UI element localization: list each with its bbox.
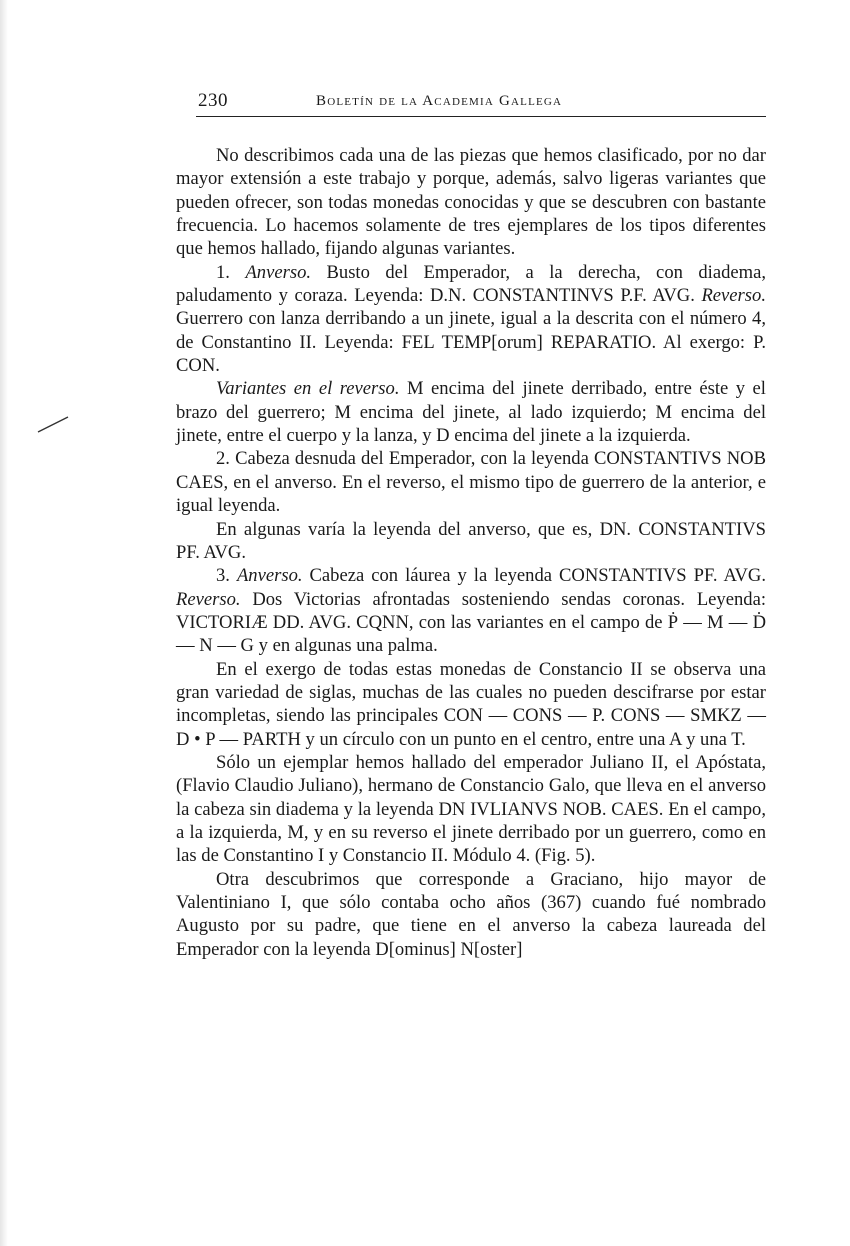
reverse-description: Guerrero con lanza derribando a un jinete, igual a la descrita con el número 4, de Constantino II. Leyenda: FEL TEMP[orum] REPARATIO. Al exergo: P. CON. — [176, 308, 766, 377]
variants-label: Variantes en el reverso. — [216, 378, 400, 400]
journal-title: Boletín de la Academia Gallega — [316, 93, 563, 109]
reverse-label: Reverso. — [701, 285, 766, 307]
paragraph-exergue — [176, 658, 766, 751]
paragraph-text: Otra descubrimos que corresponde a Graciano, hijo mayor de Valentiniano I, que sólo contaba ocho años (367) cuando fué nombrado Augusto por su padre, que tiene en el anverso la cabeza laureada del Emperador con la leyenda D[ominus] N[oster] — [176, 868, 766, 960]
paragraph-coin-3 — [176, 564, 766, 657]
obverse-description: Cabeza con láurea y la leyenda CONSTANTIVS PF. AVG. — [309, 565, 766, 587]
paragraph-juliano — [176, 751, 766, 868]
coin-description: Cabeza desnuda del Emperador, con la leyenda CONSTANTIVS NOB CAES, en el anverso. En el reverso, el mismo tipo de guerrero de la anterior, e igual leyenda. — [176, 448, 766, 517]
paragraph-variants — [176, 377, 766, 447]
paragraph-coin-2 — [176, 447, 766, 517]
body-text — [176, 144, 766, 961]
reverse-label: Reverso. — [176, 588, 241, 610]
running-head — [196, 88, 766, 117]
paragraph-graciano — [176, 868, 766, 961]
paragraph-text: En el exergo de todas estas monedas de Constancio II se observa una gran variedad de siglas, muchas de las cuales no pueden descifrarse por estar incompletas, siendo las principales CON — CONS — P. CONS — SMKZ — D • P — PARTH y un círculo con un punto en el centro, entre una A y una T. — [176, 658, 766, 750]
obverse-label: Anverso. — [245, 261, 312, 283]
paragraph-text: En algunas varía la leyenda del anverso, que es, DN. CONSTANTIVS PF. AVG. — [176, 518, 766, 563]
item-number: 1. — [216, 261, 230, 283]
page-number: 230 — [198, 90, 228, 111]
paragraph-text: Sólo un ejemplar hemos hallado del emperador Juliano II, el Apóstata, (Flavio Claudio Juliano), hermano de Constancio Galo, que lleva en el anverso la cabeza sin diadema y la leyenda DN IVLIANVS NOB. CAES. En el campo, a la izquierda, M, y en su reverso el jinete derribado por un guerrero, como en las de Constantino I y Constancio II. Módulo 4. (Fig. 5). — [176, 751, 766, 867]
variants-description: M encima del jinete derribado, entre éste y el brazo del guerrero; M encima del jinete, al lado izquierdo; M encima del jinete, entre el cuerpo y la lanza, y D encima del jinete a la izquierda. — [176, 378, 766, 447]
paragraph-intro — [176, 144, 766, 261]
paragraph-text: No describimos cada una de las piezas que hemos clasificado, por no dar mayor extensión a este trabajo y porque, además, salvo ligeras variantes que pueden ofrecer, son todas monedas conocidas y que se descubren con bastante frecuencia. Lo hacemos solamente de tres ejemplares de los tipos diferentes que hemos hallado, fijando algunas variantes. — [176, 145, 766, 260]
reverse-description: Dos Victorias afrontadas sosteniendo sendas coronas. Leyenda: VICTORIÆ DD. AVG. CQNN, con las variantes en el campo de Ṗ — M — Ḋ — N — G y en algunas una palma. — [176, 588, 766, 657]
paragraph-coin-1 — [176, 261, 766, 378]
obverse-description: Busto del Emperador, a la derecha, con diadema, paludamento y coraza. Leyenda: D.N. CONSTANTINVS P.F. AVG. — [176, 261, 767, 307]
paragraph-legend-variant — [176, 518, 766, 565]
item-number: 2. — [216, 448, 230, 470]
obverse-label: Anverso. — [236, 565, 303, 587]
page-edge-shadow — [0, 0, 8, 1246]
item-number: 3. — [216, 565, 230, 587]
margin-pencil-mark — [36, 414, 70, 434]
